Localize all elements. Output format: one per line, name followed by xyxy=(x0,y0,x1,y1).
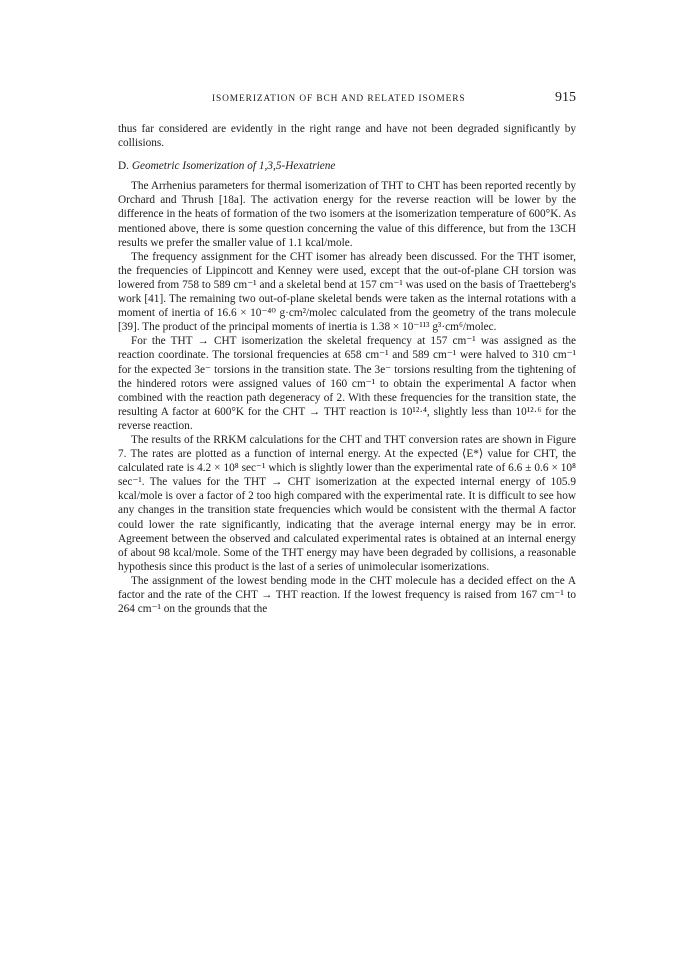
section-label: D. xyxy=(118,160,129,173)
paragraph-rrkm-results: The results of the RRKM calculations for the CHT and THT conversion rates are shown in Figure 7. The rates are plotted as a function of internal energy. At the expected ⟨E*⟩ value for CHT, the calculated rate is 4.2 × 10⁸ sec⁻¹ which is slightly lower than the experimental rate of 6.6 ± 0.6 × 10⁸ sec⁻¹. The values for the THT → CHT isomerization at the expected internal energy of 105.9 kcal/mole is over a factor of 2 too high compared with the experimental rate. It is difficult to see how any changes in the transition state frequencies which would be consistent with the thermal A factor could lower the rate significantly, indicating that the average internal energy may be in error. Agreement between the observed and calculated experimental rates is obtained at an internal energy of about 98 kcal/mole. Some of the THT energy may have been degraded by collisions, a reasonable hypothesis since this product is the last of a series of unimolecular isomerizations. xyxy=(118,433,576,573)
section-heading-text: Geometric Isomerization of 1,3,5-Hexatriene xyxy=(131,160,336,173)
paragraph-continuation: thus far considered are evidently in the right range and have not been degraded significantly by collisions. xyxy=(118,123,576,150)
running-head-title: ISOMERIZATION OF BCH AND RELATED ISOMERS xyxy=(212,94,466,104)
paragraph-frequency-assignment: The frequency assignment for the CHT isomer has already been discussed. For the THT isomer, the frequencies of Lippincott and Kenney were used, except that the out-of-plane CH torsion was lowered from 758 to 589 cm⁻¹ and a skeletal bend at 157 cm⁻¹ was used on the basis of Traetteberg's work [41]. The remaining two out-of-plane skeletal bends were taken as the internal rotations with a moment of inertia of 16.6 × 10⁻⁴⁰ g·cm²/molec calculated from the geometry of the trans molecule [39]. The product of the principal moments of inertia is 1.38 × 10⁻¹¹³ g³·cm⁶/molec. xyxy=(118,250,576,334)
body-text xyxy=(118,122,576,616)
paragraph-reaction-coordinate: For the THT → CHT isomerization the skeletal frequency at 157 cm⁻¹ was assigned as the reaction coordinate. The torsional frequencies at 658 cm⁻¹ and 589 cm⁻¹ were halved to 310 cm⁻¹ for the expected 3e⁻ torsions in the transition state. The 3e⁻ torsions resulting from the tightening of the hindered rotors were assigned values of 160 cm⁻¹ to obtain the experimental A factor when combined with the reaction path degeneracy of 2. With these frequencies for the transition state, the resulting A factor at 600°K for the CHT → THT reaction is 10¹²·⁴, slightly less than 10¹²·⁶ for the reverse reaction. xyxy=(118,335,576,432)
running-head xyxy=(118,90,576,110)
paragraph-arrhenius: The Arrhenius parameters for thermal isomerization of THT to CHT has been reported recently by Orchard and Thrush [18a]. The activation energy for the reverse reaction will be lower by the difference in the heats of formation of the two isomers at the isomerization temperature of 600°K. As mentioned above, there is some question concerning the value of this difference, but from the 13CH results we prefer the smaller value of 1.1 kcal/mole. xyxy=(118,180,576,249)
page-number: 915 xyxy=(555,90,576,105)
section-heading xyxy=(118,159,576,173)
paragraph-bending-mode: The assignment of the lowest bending mode in the CHT molecule has a decided effect on the A factor and the rate of the CHT → THT reaction. If the lowest frequency is raised from 167 cm⁻¹ to 264 cm⁻¹ on the grounds that the xyxy=(118,574,576,616)
